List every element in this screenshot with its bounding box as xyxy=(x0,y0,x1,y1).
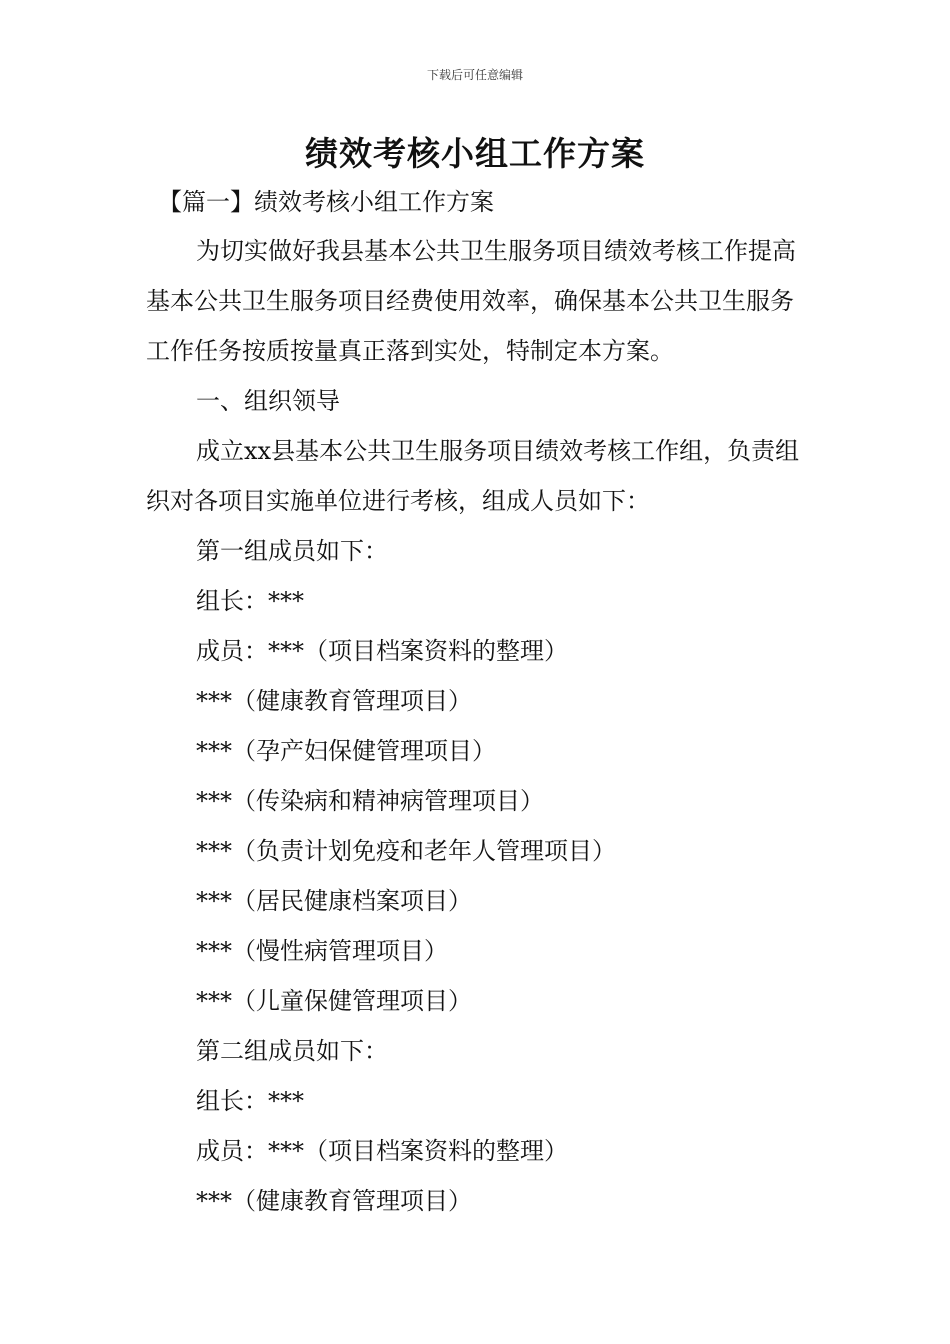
member-line: ***（健康教育管理项目） xyxy=(196,1187,472,1215)
member-line: 组长：*** xyxy=(196,1087,304,1115)
member-line: 成员：***（项目档案资料的整理） xyxy=(196,637,568,665)
member-line: 第二组成员如下： xyxy=(196,1037,388,1065)
section-subtitle: 【篇一】绩效考核小组工作方案 xyxy=(158,188,494,216)
member-line: ***（儿童保健管理项目） xyxy=(196,987,472,1015)
section-heading: 一、组织领导 xyxy=(196,387,340,415)
section-paragraph: 成立xx县基本公共卫生服务项目绩效考核工作组，负责组织对各项目实施单位进行考核，组成人员如下： xyxy=(146,437,800,515)
document-body xyxy=(146,226,808,1226)
member-line: ***（传染病和精神病管理项目） xyxy=(196,787,544,815)
header-note: 下载后可任意编辑 xyxy=(426,68,523,82)
member-line: 第一组成员如下： xyxy=(196,537,388,565)
member-line: ***（居民健康档案项目） xyxy=(196,887,472,915)
member-line: 成员：***（项目档案资料的整理） xyxy=(196,1137,568,1165)
member-line: 组长：*** xyxy=(196,587,304,615)
intro-paragraph: 为切实做好我县基本公共卫生服务项目绩效考核工作提高基本公共卫生服务项目经费使用效率，确保基本公共卫生服务工作任务按质按量真正落到实处，特制定本方案。 xyxy=(146,237,796,365)
member-line: ***（慢性病管理项目） xyxy=(196,937,448,965)
document-title: 绩效考核小组工作方案 xyxy=(305,134,645,173)
member-line: ***（负责计划免疫和老年人管理项目） xyxy=(196,837,616,865)
member-line: ***（孕产妇保健管理项目） xyxy=(196,737,496,765)
member-line: ***（健康教育管理项目） xyxy=(196,687,472,715)
